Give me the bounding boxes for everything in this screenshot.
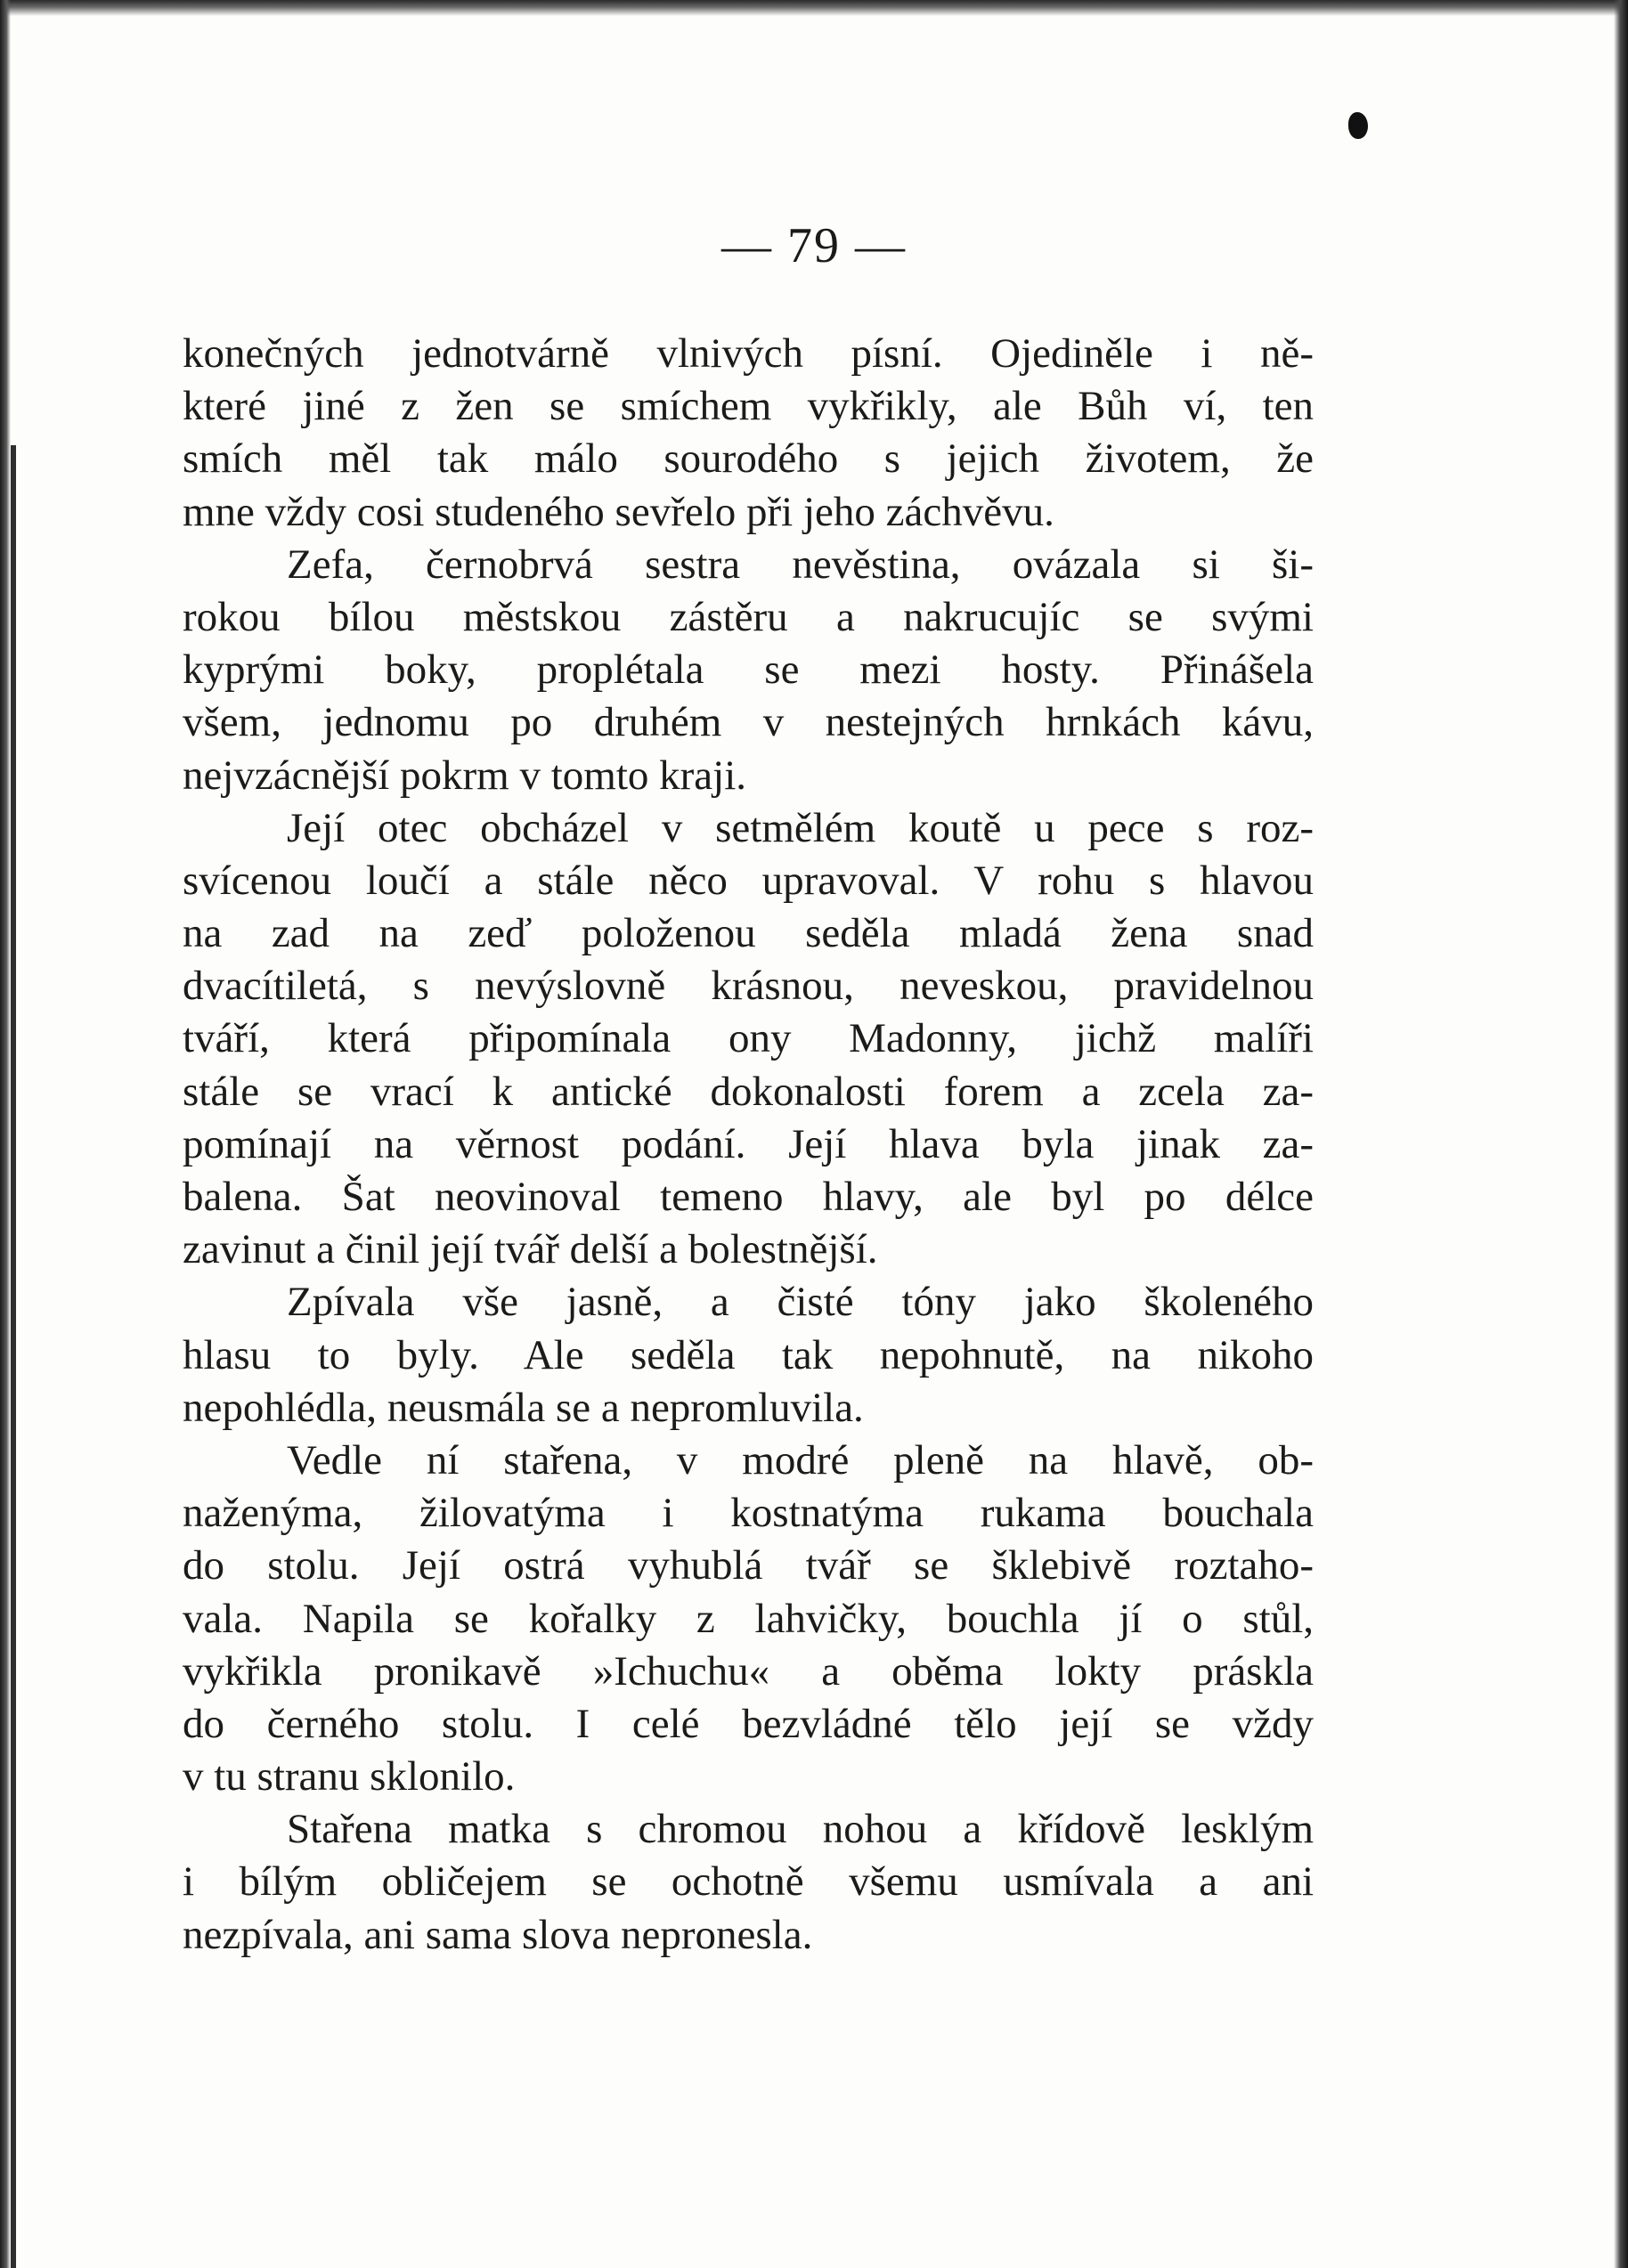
text-line: naženýma, žilovatýma i kostnatýma rukama bouchala — [183, 1490, 1314, 1537]
paragraph — [183, 1276, 1314, 1435]
scan-edge-right — [1614, 0, 1628, 2268]
text-line: mne vždy cosi studeného sevřelo při jeho záchvěvu. — [183, 488, 1054, 535]
text-line: kyprými boky, proplétala se mezi hosty. Přinášela — [183, 646, 1314, 694]
text-line: tváří, která připomínala ony Madonny, jichž malíři — [183, 1015, 1314, 1062]
scan-edge-left — [0, 0, 11, 2268]
text-line: v tu stranu sklonilo. — [183, 1753, 516, 1801]
text-line: zavinut a činil její tvář delší a bolestnější. — [183, 1226, 878, 1273]
text-line: rokou bílou městskou zástěru a nakrucujíc se svými — [183, 593, 1314, 640]
text-line: všem, jednomu po druhém v nestejných hrnkách kávu, — [183, 699, 1314, 746]
paragraph — [183, 1435, 1314, 1803]
paragraph — [183, 802, 1314, 1277]
text-line: dvacítiletá, s nevýslovně krásnou, neveskou, pravidelnou — [183, 963, 1314, 1010]
text-line: do stolu. Její ostrá vyhublá tvář se šklebivě roztaho- — [183, 1542, 1314, 1589]
text-line: vykřikla pronikavě »Ichuchu« a oběma lokty práskla — [183, 1647, 1314, 1695]
text-line: konečných jednotvárně vlnivých písní. Ojediněle i ně- — [183, 330, 1314, 377]
text-line: nejvzácnější pokrm v tomto kraji. — [183, 752, 747, 799]
text-line: Stařena matka s chromou nohou a křídově lesklým — [287, 1806, 1314, 1853]
text-line: i bílým obličejem se ochotně všemu usmívala a ani — [183, 1858, 1314, 1906]
paragraph — [183, 328, 1314, 539]
text-line: které jiné z žen se smíchem vykřikly, ale Bůh ví, ten — [183, 383, 1314, 430]
paragraph — [183, 1803, 1314, 1962]
text-line: Zefa, černobrvá sestra nevěstina, ovázala si ši- — [287, 541, 1314, 588]
text-line: vala. Napila se kořalky z lahvičky, bouchla jí o stůl, — [183, 1595, 1314, 1642]
text-line: Její otec obcházel v setmělém koutě u pece s roz- — [287, 804, 1314, 851]
text-line: Zpívala vše jasně, a čisté tóny jako školeného — [287, 1279, 1314, 1326]
scan-edge-left-inner — [11, 445, 16, 2268]
text-line: svícenou loučí a stále něco upravoval. V rohu s hlavou — [183, 857, 1314, 904]
text-line: do černého stolu. I celé bezvládné tělo její se vždy — [183, 1700, 1314, 1747]
page-number: — 79 — — [721, 218, 907, 273]
text-line: pomínají na věrnost podání. Její hlava byla jinak za- — [183, 1120, 1314, 1167]
text-line: stále se vrací k antické dokonalosti forem a zcela za- — [183, 1068, 1314, 1115]
text-line: smích měl tak málo sourodého s jejich životem, že — [183, 435, 1314, 483]
text-line: na zad na zeď položenou seděla mladá žena snad — [183, 910, 1314, 957]
scan-edge-top — [0, 0, 1628, 16]
text-line: nepohlédla, neusmála se a nepromluvila. — [183, 1384, 864, 1431]
text-line: Vedle ní stařena, v modré pleně na hlavě, ob- — [287, 1436, 1314, 1484]
text-line: nezpívala, ani sama slova nepronesla. — [183, 1911, 813, 1958]
paragraph — [183, 539, 1314, 802]
ink-blot — [1348, 112, 1368, 139]
text-line: balena. Šat neovinoval temeno hlavy, ale byl po délce — [183, 1174, 1314, 1220]
text-line: hlasu to byly. Ale seděla tak nepohnutě, na nikoho — [183, 1331, 1314, 1378]
body-text — [183, 328, 1314, 1962]
